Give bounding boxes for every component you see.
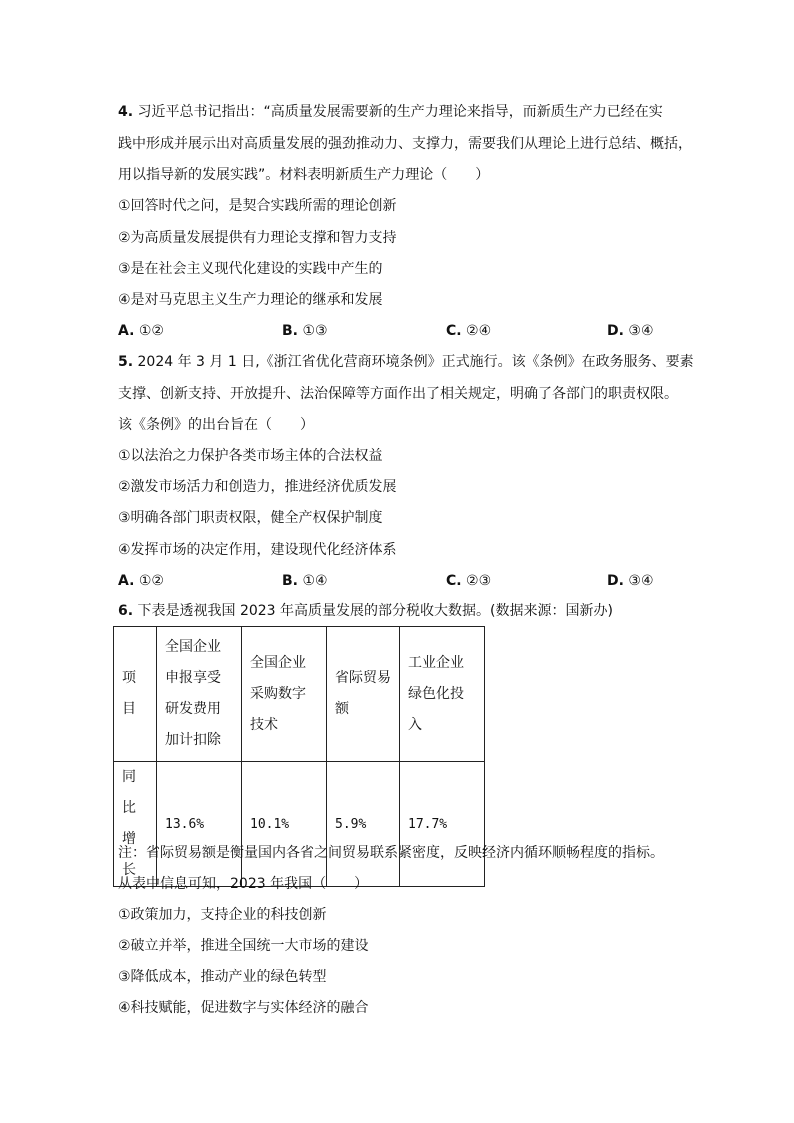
q4-option-a[interactable]: A. ①② — [118, 323, 164, 339]
table-col-header-2: 全国企业采购数字技术 — [242, 627, 327, 762]
q6-question: 从表中信息可知，2023 年我国（ ） — [118, 876, 369, 892]
table-col-header-1: 全国企业申报享受研发费用加计扣除 — [157, 627, 242, 762]
q5-option-c[interactable]: C. ②③ — [446, 573, 492, 589]
q4-option-c[interactable]: C. ②④ — [446, 323, 492, 339]
q6-note: 注：省际贸易额是衡量国内各省之间贸易联系紧密度，反映经济内循环顺畅程度的指标。 — [118, 845, 664, 861]
table-row-label: 同比增长 — [114, 762, 157, 887]
table-row — [114, 762, 485, 887]
q4-option-b[interactable]: B. ①③ — [282, 323, 328, 339]
table-cell-4: 17.7% — [400, 762, 485, 887]
q5-option-b[interactable]: B. ①④ — [282, 573, 328, 589]
q6-number: 6. — [118, 603, 134, 619]
q4-stem-line-1: 4. 习近平总书记指出：“高质量发展需要新的生产力理论来指导，而新质生产力已经在实 — [118, 104, 663, 120]
q4-item-1: ①回答时代之问，是契合实践所需的理论创新 — [118, 198, 397, 214]
q5-number: 5. — [118, 354, 134, 370]
q5-item-4: ④发挥市场的决定作用，建设现代化经济体系 — [118, 542, 397, 558]
q5-item-1: ①以法治之力保护各类市场主体的合法权益 — [118, 448, 383, 464]
table-col-header-3: 省际贸易额 — [327, 627, 400, 762]
table-cell-1: 13.6% — [157, 762, 242, 887]
q5-item-2: ②激发市场活力和创造力，推进经济优质发展 — [118, 479, 397, 495]
q4-item-4: ④是对马克思主义生产力理论的继承和发展 — [118, 292, 383, 308]
q6-item-3: ③降低成本，推动产业的绿色转型 — [118, 969, 327, 985]
q6-item-1: ①政策加力，支持企业的科技创新 — [118, 907, 327, 923]
q5-stem-line-1: 5. 2024 年 3 月 1 日,《浙江省优化营商环境条例》正式施行。该《条例》在政务服务、要素 — [118, 354, 694, 370]
q5-option-d[interactable]: D. ③④ — [607, 573, 654, 589]
table-col-header-4: 工业企业绿色化投入 — [400, 627, 485, 762]
q5-stem-line-2: 支撑、创新支持、开放提升、法治保障等方面作出了相关规定，明确了各部门的职责权限。 — [118, 386, 678, 402]
q6-stem: 6. 下表是透视我国 2023 年高质量发展的部分税收大数据。(数据来源：国新办) — [118, 603, 613, 619]
q4-stem-line-3: 用以指导新的发展实践”。材料表明新质生产力理论（ ） — [118, 167, 490, 183]
q4-options — [118, 321, 678, 341]
q4-item-2: ②为高质量发展提供有力理论支撑和智力支持 — [118, 230, 397, 246]
table-header-row — [114, 627, 485, 762]
q6-item-4: ④科技赋能，促进数字与实体经济的融合 — [118, 1000, 369, 1016]
table-cell-2: 10.1% — [242, 762, 327, 887]
q5-stem-line-3: 该《条例》的出台旨在（ ） — [118, 417, 314, 433]
q5-option-a[interactable]: A. ①② — [118, 573, 164, 589]
q4-stem-line-2: 践中形成并展示出对高质量发展的强劲推动力、支撑力，需要我们从理论上进行总结、概括， — [118, 136, 692, 152]
q4-number: 4. — [118, 104, 134, 120]
table-row-header: 项目 — [114, 627, 157, 762]
q4-item-3: ③是在社会主义现代化建设的实践中产生的 — [118, 261, 383, 277]
q6-item-2: ②破立并举，推进全国统一大市场的建设 — [118, 938, 369, 954]
table-cell-3: 5.9% — [327, 762, 400, 887]
q5-item-3: ③明确各部门职责权限，健全产权保护制度 — [118, 510, 383, 526]
q5-options — [118, 571, 678, 591]
q4-option-d[interactable]: D. ③④ — [607, 323, 654, 339]
